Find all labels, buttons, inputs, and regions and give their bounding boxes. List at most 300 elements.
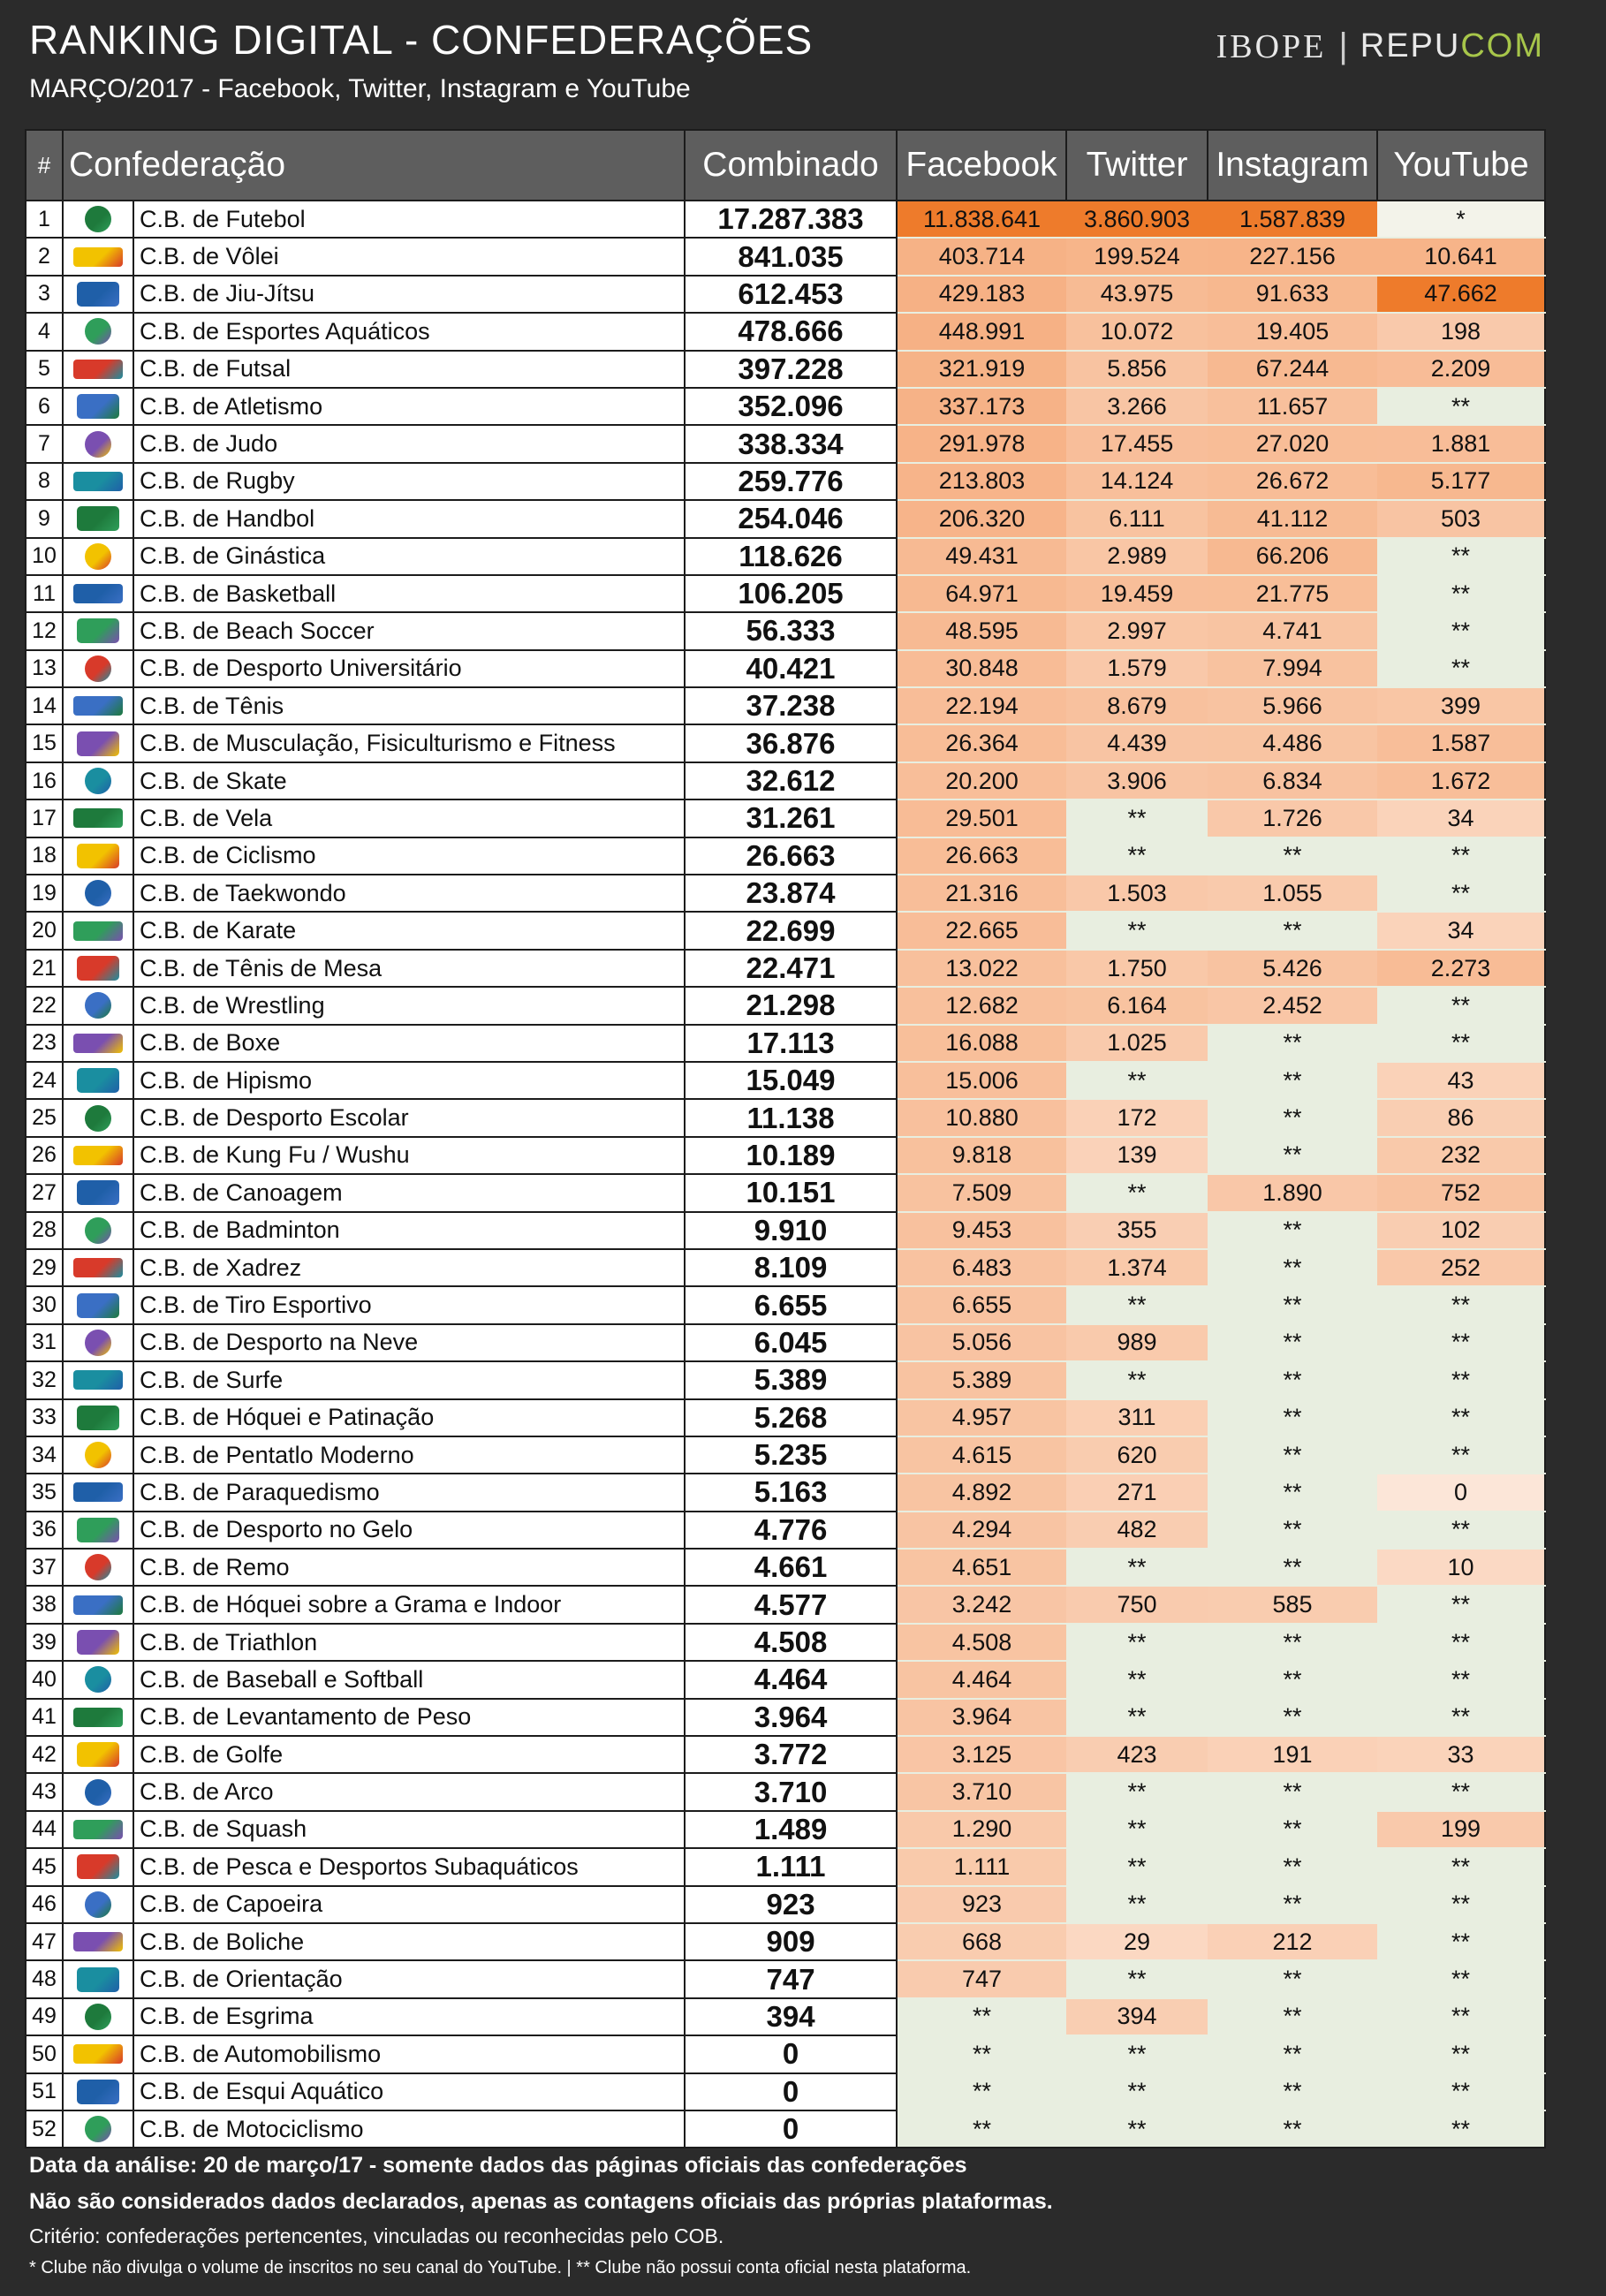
- table-row: [26, 987, 1545, 1024]
- table-row: [26, 2110, 1545, 2148]
- row-youtube: 0: [1377, 1474, 1545, 1511]
- row-logo-cell: [63, 987, 133, 1024]
- row-youtube: **: [1377, 650, 1545, 687]
- hipismo-logo-icon: [77, 1068, 119, 1093]
- row-facebook: 20.200: [897, 762, 1066, 799]
- row-confederation-name: C.B. de Skate: [133, 762, 685, 799]
- row-instagram: 4.486: [1208, 724, 1377, 762]
- row-confederation-name: C.B. de Atletismo: [133, 388, 685, 425]
- row-confederation-name: C.B. de Canoagem: [133, 1174, 685, 1211]
- row-twitter: **: [1066, 1062, 1208, 1099]
- row-confederation-name: C.B. de Jiu-Jítsu: [133, 276, 685, 313]
- row-twitter: **: [1066, 799, 1208, 837]
- row-youtube: 86: [1377, 1099, 1545, 1136]
- row-twitter: 989: [1066, 1324, 1208, 1361]
- row-instagram: **: [1208, 1436, 1377, 1474]
- row-rank: 10: [26, 538, 63, 575]
- row-confederation-name: C.B. de Ciclismo: [133, 837, 685, 875]
- row-youtube: **: [1377, 1025, 1545, 1062]
- row-combined: 394: [685, 1998, 897, 2035]
- row-confederation-name: C.B. de Arco: [133, 1773, 685, 1810]
- row-instagram: **: [1208, 1773, 1377, 1810]
- row-combined: 4.776: [685, 1512, 897, 1549]
- row-combined: 612.453: [685, 276, 897, 313]
- row-facebook: 321.919: [897, 351, 1066, 388]
- row-confederation-name: C.B. de Orientação: [133, 1960, 685, 1997]
- row-confederation-name: C.B. de Desporto na Neve: [133, 1324, 685, 1361]
- row-instagram: **: [1208, 1549, 1377, 1586]
- row-combined: 254.046: [685, 500, 897, 537]
- row-rank: 40: [26, 1661, 63, 1698]
- row-youtube: 1.672: [1377, 762, 1545, 799]
- row-rank: 6: [26, 388, 63, 425]
- row-youtube: **: [1377, 1624, 1545, 1661]
- row-youtube: 47.662: [1377, 276, 1545, 313]
- row-logo-cell: [63, 950, 133, 987]
- row-instagram: 5.966: [1208, 687, 1377, 724]
- jiujitsu-logo-icon: [77, 282, 119, 307]
- row-instagram: 41.112: [1208, 500, 1377, 537]
- row-logo-cell: [63, 2110, 133, 2148]
- table-row: [26, 1549, 1545, 1586]
- row-rank: 51: [26, 2073, 63, 2110]
- row-confederation-name: C.B. de Vôlei: [133, 238, 685, 275]
- row-logo-cell: [63, 799, 133, 837]
- table-row: [26, 2073, 1545, 2110]
- row-combined: 909: [685, 1923, 897, 1960]
- table-row: [26, 1586, 1545, 1623]
- row-rank: 31: [26, 1324, 63, 1361]
- row-confederation-name: C.B. de Boxe: [133, 1025, 685, 1062]
- row-logo-cell: [63, 425, 133, 462]
- row-facebook: 213.803: [897, 463, 1066, 500]
- canoagem-logo-icon: [77, 1180, 119, 1205]
- row-confederation-name: C.B. de Wrestling: [133, 987, 685, 1024]
- row-combined: 21.298: [685, 987, 897, 1024]
- row-rank: 7: [26, 425, 63, 462]
- row-instagram: **: [1208, 1062, 1377, 1099]
- row-confederation-name: C.B. de Ginástica: [133, 538, 685, 575]
- row-combined: 6.045: [685, 1324, 897, 1361]
- row-twitter: 3.860.903: [1066, 201, 1208, 238]
- row-rank: 16: [26, 762, 63, 799]
- row-confederation-name: C.B. de Baseball e Softball: [133, 1661, 685, 1698]
- xadrez-logo-icon: [73, 1258, 123, 1277]
- row-facebook: 4.892: [897, 1474, 1066, 1511]
- row-twitter: 1.750: [1066, 950, 1208, 987]
- row-twitter: **: [1066, 1549, 1208, 1586]
- row-instagram: **: [1208, 1661, 1377, 1698]
- row-rank: 21: [26, 950, 63, 987]
- row-combined: 1.489: [685, 1811, 897, 1848]
- row-combined: 9.910: [685, 1212, 897, 1249]
- row-twitter: 19.459: [1066, 575, 1208, 612]
- row-twitter: 172: [1066, 1099, 1208, 1136]
- row-rank: 23: [26, 1025, 63, 1062]
- row-logo-cell: [63, 1249, 133, 1286]
- row-combined: 10.189: [685, 1137, 897, 1174]
- row-facebook: 923: [897, 1886, 1066, 1923]
- row-twitter: 29: [1066, 1923, 1208, 1960]
- row-instagram: 27.020: [1208, 425, 1377, 462]
- ciclismo-logo-icon: [77, 844, 119, 868]
- squash-logo-icon: [73, 1820, 123, 1839]
- row-twitter: **: [1066, 912, 1208, 949]
- row-rank: 48: [26, 1960, 63, 1997]
- row-twitter: 2.997: [1066, 612, 1208, 649]
- row-combined: 56.333: [685, 612, 897, 649]
- row-instagram: **: [1208, 1212, 1377, 1249]
- row-twitter: 3.906: [1066, 762, 1208, 799]
- row-combined: 11.138: [685, 1099, 897, 1136]
- row-rank: 34: [26, 1436, 63, 1474]
- row-facebook: 5.389: [897, 1361, 1066, 1398]
- row-youtube: 1.587: [1377, 724, 1545, 762]
- col-header-name: Confederação: [63, 130, 685, 201]
- row-instagram: **: [1208, 1848, 1377, 1885]
- row-confederation-name: C.B. de Automobilismo: [133, 2035, 685, 2072]
- row-combined: 118.626: [685, 538, 897, 575]
- row-rank: 5: [26, 351, 63, 388]
- table-row: [26, 276, 1545, 313]
- table-row: [26, 201, 1545, 238]
- row-combined: 397.228: [685, 351, 897, 388]
- row-logo-cell: [63, 1886, 133, 1923]
- row-logo-cell: [63, 724, 133, 762]
- row-twitter: 6.164: [1066, 987, 1208, 1024]
- page-subtitle: MARÇO/2017 - Facebook, Twitter, Instagram e YouTube: [29, 74, 691, 103]
- row-facebook: 6.483: [897, 1249, 1066, 1286]
- row-youtube: **: [1377, 987, 1545, 1024]
- row-facebook: 6.655: [897, 1286, 1066, 1323]
- row-twitter: **: [1066, 1661, 1208, 1698]
- row-twitter: 355: [1066, 1212, 1208, 1249]
- row-instagram: **: [1208, 1886, 1377, 1923]
- row-youtube: **: [1377, 1399, 1545, 1436]
- row-confederation-name: C.B. de Levantamento de Peso: [133, 1699, 685, 1736]
- row-instagram: **: [1208, 1286, 1377, 1323]
- row-logo-cell: [63, 1699, 133, 1736]
- row-facebook: 29.501: [897, 799, 1066, 837]
- row-instagram: 1.726: [1208, 799, 1377, 837]
- row-facebook: 4.294: [897, 1512, 1066, 1549]
- row-confederation-name: C.B. de Taekwondo: [133, 875, 685, 912]
- row-facebook: 4.464: [897, 1661, 1066, 1698]
- row-confederation-name: C.B. de Tênis: [133, 687, 685, 724]
- row-combined: 40.421: [685, 650, 897, 687]
- table-row: [26, 912, 1545, 949]
- row-twitter: 10.072: [1066, 313, 1208, 350]
- row-youtube: 34: [1377, 912, 1545, 949]
- row-confederation-name: C.B. de Capoeira: [133, 1886, 685, 1923]
- row-rank: 17: [26, 799, 63, 837]
- row-youtube: 232: [1377, 1137, 1545, 1174]
- row-confederation-name: C.B. de Esqui Aquático: [133, 2073, 685, 2110]
- row-instagram: 11.657: [1208, 388, 1377, 425]
- row-confederation-name: C.B. de Golfe: [133, 1736, 685, 1773]
- row-confederation-name: C.B. de Judo: [133, 425, 685, 462]
- row-logo-cell: [63, 201, 133, 238]
- row-twitter: **: [1066, 2073, 1208, 2110]
- row-facebook: 3.125: [897, 1736, 1066, 1773]
- page-title: RANKING DIGITAL - CONFEDERAÇÕES: [29, 17, 814, 63]
- row-logo-cell: [63, 463, 133, 500]
- row-facebook: 9.818: [897, 1137, 1066, 1174]
- row-combined: 32.612: [685, 762, 897, 799]
- gelo-logo-icon: [77, 1518, 119, 1542]
- row-rank: 28: [26, 1212, 63, 1249]
- row-logo-cell: [63, 1324, 133, 1361]
- row-confederation-name: C.B. de Pentatlo Moderno: [133, 1436, 685, 1474]
- row-confederation-name: C.B. de Boliche: [133, 1923, 685, 1960]
- row-rank: 41: [26, 1699, 63, 1736]
- row-youtube: 5.177: [1377, 463, 1545, 500]
- row-youtube: **: [1377, 1361, 1545, 1398]
- remo-logo-icon: [85, 1554, 111, 1580]
- row-twitter: **: [1066, 1960, 1208, 1997]
- row-twitter: 5.856: [1066, 351, 1208, 388]
- row-rank: 11: [26, 575, 63, 612]
- row-twitter: **: [1066, 1361, 1208, 1398]
- row-facebook: 337.173: [897, 388, 1066, 425]
- table-row: [26, 1174, 1545, 1211]
- row-twitter: 750: [1066, 1586, 1208, 1623]
- row-twitter: 1.503: [1066, 875, 1208, 912]
- row-rank: 15: [26, 724, 63, 762]
- row-youtube: 198: [1377, 313, 1545, 350]
- baseball-logo-icon: [85, 1666, 111, 1693]
- brand-ibope: IBOPE: [1216, 27, 1327, 65]
- row-rank: 9: [26, 500, 63, 537]
- row-youtube: **: [1377, 538, 1545, 575]
- pentatlo-logo-icon: [85, 1442, 111, 1468]
- row-confederation-name: C.B. de Tiro Esportivo: [133, 1286, 685, 1323]
- row-logo-cell: [63, 1212, 133, 1249]
- desporto-escolar-logo-icon: [85, 1105, 111, 1132]
- row-facebook: 21.316: [897, 875, 1066, 912]
- taekwondo-logo-icon: [85, 880, 111, 906]
- row-instagram: **: [1208, 1699, 1377, 1736]
- table-row: [26, 388, 1545, 425]
- row-instagram: **: [1208, 1399, 1377, 1436]
- row-twitter: **: [1066, 1699, 1208, 1736]
- row-combined: 0: [685, 2073, 897, 2110]
- orientacao-logo-icon: [77, 1967, 119, 1992]
- table-row: [26, 1736, 1545, 1773]
- paraquedismo-logo-icon: [73, 1482, 123, 1502]
- row-instagram: 1.055: [1208, 875, 1377, 912]
- row-instagram: 26.672: [1208, 463, 1377, 500]
- row-twitter: 139: [1066, 1137, 1208, 1174]
- row-confederation-name: C.B. de Kung Fu / Wushu: [133, 1137, 685, 1174]
- row-logo-cell: [63, 1399, 133, 1436]
- row-youtube: 199: [1377, 1811, 1545, 1848]
- row-twitter: **: [1066, 2035, 1208, 2072]
- row-youtube: **: [1377, 1923, 1545, 1960]
- row-confederation-name: C.B. de Musculação, Fisiculturismo e Fitness: [133, 724, 685, 762]
- row-facebook: 11.838.641: [897, 201, 1066, 238]
- table-row: [26, 1399, 1545, 1436]
- table-row: [26, 425, 1545, 462]
- row-combined: 352.096: [685, 388, 897, 425]
- row-instagram: 19.405: [1208, 313, 1377, 350]
- row-youtube: **: [1377, 1886, 1545, 1923]
- row-youtube: **: [1377, 1998, 1545, 2035]
- row-youtube: 252: [1377, 1249, 1545, 1286]
- row-combined: 4.464: [685, 1661, 897, 1698]
- row-combined: 26.663: [685, 837, 897, 875]
- row-combined: 106.205: [685, 575, 897, 612]
- row-facebook: 48.595: [897, 612, 1066, 649]
- row-youtube: **: [1377, 1848, 1545, 1885]
- row-twitter: 311: [1066, 1399, 1208, 1436]
- row-rank: 2: [26, 238, 63, 275]
- row-facebook: 206.320: [897, 500, 1066, 537]
- table-row: [26, 1811, 1545, 1848]
- row-confederation-name: C.B. de Paraquedismo: [133, 1474, 685, 1511]
- row-youtube: **: [1377, 1512, 1545, 1549]
- row-rank: 35: [26, 1474, 63, 1511]
- row-twitter: **: [1066, 837, 1208, 875]
- aquaticos-logo-icon: [85, 318, 111, 345]
- row-instagram: **: [1208, 1025, 1377, 1062]
- row-confederation-name: C.B. de Surfe: [133, 1361, 685, 1398]
- row-rank: 47: [26, 1923, 63, 1960]
- row-instagram: **: [1208, 1361, 1377, 1398]
- row-instagram: **: [1208, 1099, 1377, 1136]
- row-twitter: **: [1066, 1624, 1208, 1661]
- table-row: [26, 612, 1545, 649]
- musculacao-logo-icon: [77, 731, 119, 756]
- row-logo-cell: [63, 1848, 133, 1885]
- row-twitter: **: [1066, 1286, 1208, 1323]
- triathlon-logo-icon: [77, 1630, 119, 1655]
- row-facebook: 30.848: [897, 650, 1066, 687]
- brand-com: COM: [1460, 27, 1544, 64]
- row-youtube: **: [1377, 2073, 1545, 2110]
- tenis-logo-icon: [73, 696, 123, 716]
- table-row: [26, 1361, 1545, 1398]
- row-twitter: 6.111: [1066, 500, 1208, 537]
- row-facebook: **: [897, 2073, 1066, 2110]
- row-twitter: 199.524: [1066, 238, 1208, 275]
- row-rank: 19: [26, 875, 63, 912]
- row-confederation-name: C.B. de Rugby: [133, 463, 685, 500]
- row-combined: 0: [685, 2035, 897, 2072]
- row-rank: 13: [26, 650, 63, 687]
- row-rank: 42: [26, 1736, 63, 1773]
- automobilismo-logo-icon: [73, 2044, 123, 2064]
- row-logo-cell: [63, 1137, 133, 1174]
- row-logo-cell: [63, 1998, 133, 2035]
- table-row: [26, 1025, 1545, 1062]
- beach-soccer-logo-icon: [77, 618, 119, 643]
- row-twitter: 2.989: [1066, 538, 1208, 575]
- row-instagram: 585: [1208, 1586, 1377, 1623]
- row-twitter: 8.679: [1066, 687, 1208, 724]
- row-logo-cell: [63, 276, 133, 313]
- skate-logo-icon: [85, 768, 111, 794]
- row-logo-cell: [63, 238, 133, 275]
- row-instagram: **: [1208, 2110, 1377, 2148]
- row-confederation-name: C.B. de Squash: [133, 1811, 685, 1848]
- row-twitter: 14.124: [1066, 463, 1208, 500]
- row-rank: 49: [26, 1998, 63, 2035]
- row-logo-cell: [63, 912, 133, 949]
- universitario-logo-icon: [85, 655, 111, 682]
- row-logo-cell: [63, 650, 133, 687]
- row-combined: 923: [685, 1886, 897, 1923]
- row-confederation-name: C.B. de Esportes Aquáticos: [133, 313, 685, 350]
- row-logo-cell: [63, 1436, 133, 1474]
- row-youtube: **: [1377, 875, 1545, 912]
- footer-analysis-date: Data da análise: 20 de março/17 - somente dados das páginas oficiais das confederações: [29, 2153, 967, 2178]
- table-row: [26, 799, 1545, 837]
- col-header-combined: Combinado: [685, 130, 897, 201]
- row-instagram: **: [1208, 2073, 1377, 2110]
- esgrima-logo-icon: [85, 2004, 111, 2030]
- row-instagram: 212: [1208, 1923, 1377, 1960]
- row-logo-cell: [63, 1361, 133, 1398]
- row-youtube: **: [1377, 575, 1545, 612]
- row-rank: 4: [26, 313, 63, 350]
- row-rank: 3: [26, 276, 63, 313]
- futebol-logo-icon: [85, 206, 111, 232]
- row-youtube: 1.881: [1377, 425, 1545, 462]
- row-facebook: 49.431: [897, 538, 1066, 575]
- row-youtube: **: [1377, 2035, 1545, 2072]
- ginastica-logo-icon: [85, 543, 111, 570]
- row-combined: 4.508: [685, 1624, 897, 1661]
- row-instagram: 191: [1208, 1736, 1377, 1773]
- row-instagram: 67.244: [1208, 351, 1377, 388]
- row-logo-cell: [63, 1512, 133, 1549]
- row-youtube: **: [1377, 612, 1545, 649]
- row-combined: 4.577: [685, 1586, 897, 1623]
- row-facebook: 7.509: [897, 1174, 1066, 1211]
- row-youtube: 399: [1377, 687, 1545, 724]
- row-combined: 5.389: [685, 1361, 897, 1398]
- row-twitter: 17.455: [1066, 425, 1208, 462]
- row-combined: 8.109: [685, 1249, 897, 1286]
- row-rank: 1: [26, 201, 63, 238]
- row-rank: 33: [26, 1399, 63, 1436]
- row-logo-cell: [63, 1661, 133, 1698]
- row-rank: 38: [26, 1586, 63, 1623]
- row-logo-cell: [63, 1586, 133, 1623]
- row-facebook: 3.710: [897, 1773, 1066, 1810]
- footer-legend: * Clube não divulga o volume de inscritos no seu canal do YouTube. | ** Clube não possui conta oficial nesta plataforma.: [29, 2258, 972, 2277]
- row-twitter: 3.266: [1066, 388, 1208, 425]
- row-facebook: 10.880: [897, 1099, 1066, 1136]
- row-combined: 23.874: [685, 875, 897, 912]
- table-row: [26, 463, 1545, 500]
- row-combined: 338.334: [685, 425, 897, 462]
- row-logo-cell: [63, 2035, 133, 2072]
- row-rank: 8: [26, 463, 63, 500]
- row-combined: 36.876: [685, 724, 897, 762]
- row-facebook: 1.111: [897, 1848, 1066, 1885]
- row-facebook: 291.978: [897, 425, 1066, 462]
- row-logo-cell: [63, 762, 133, 799]
- table-row: [26, 1661, 1545, 1698]
- row-twitter: **: [1066, 1811, 1208, 1848]
- row-youtube: 33: [1377, 1736, 1545, 1773]
- col-header-youtube: YouTube: [1377, 130, 1545, 201]
- row-instagram: **: [1208, 1811, 1377, 1848]
- row-youtube: **: [1377, 837, 1545, 875]
- table-row: [26, 1436, 1545, 1474]
